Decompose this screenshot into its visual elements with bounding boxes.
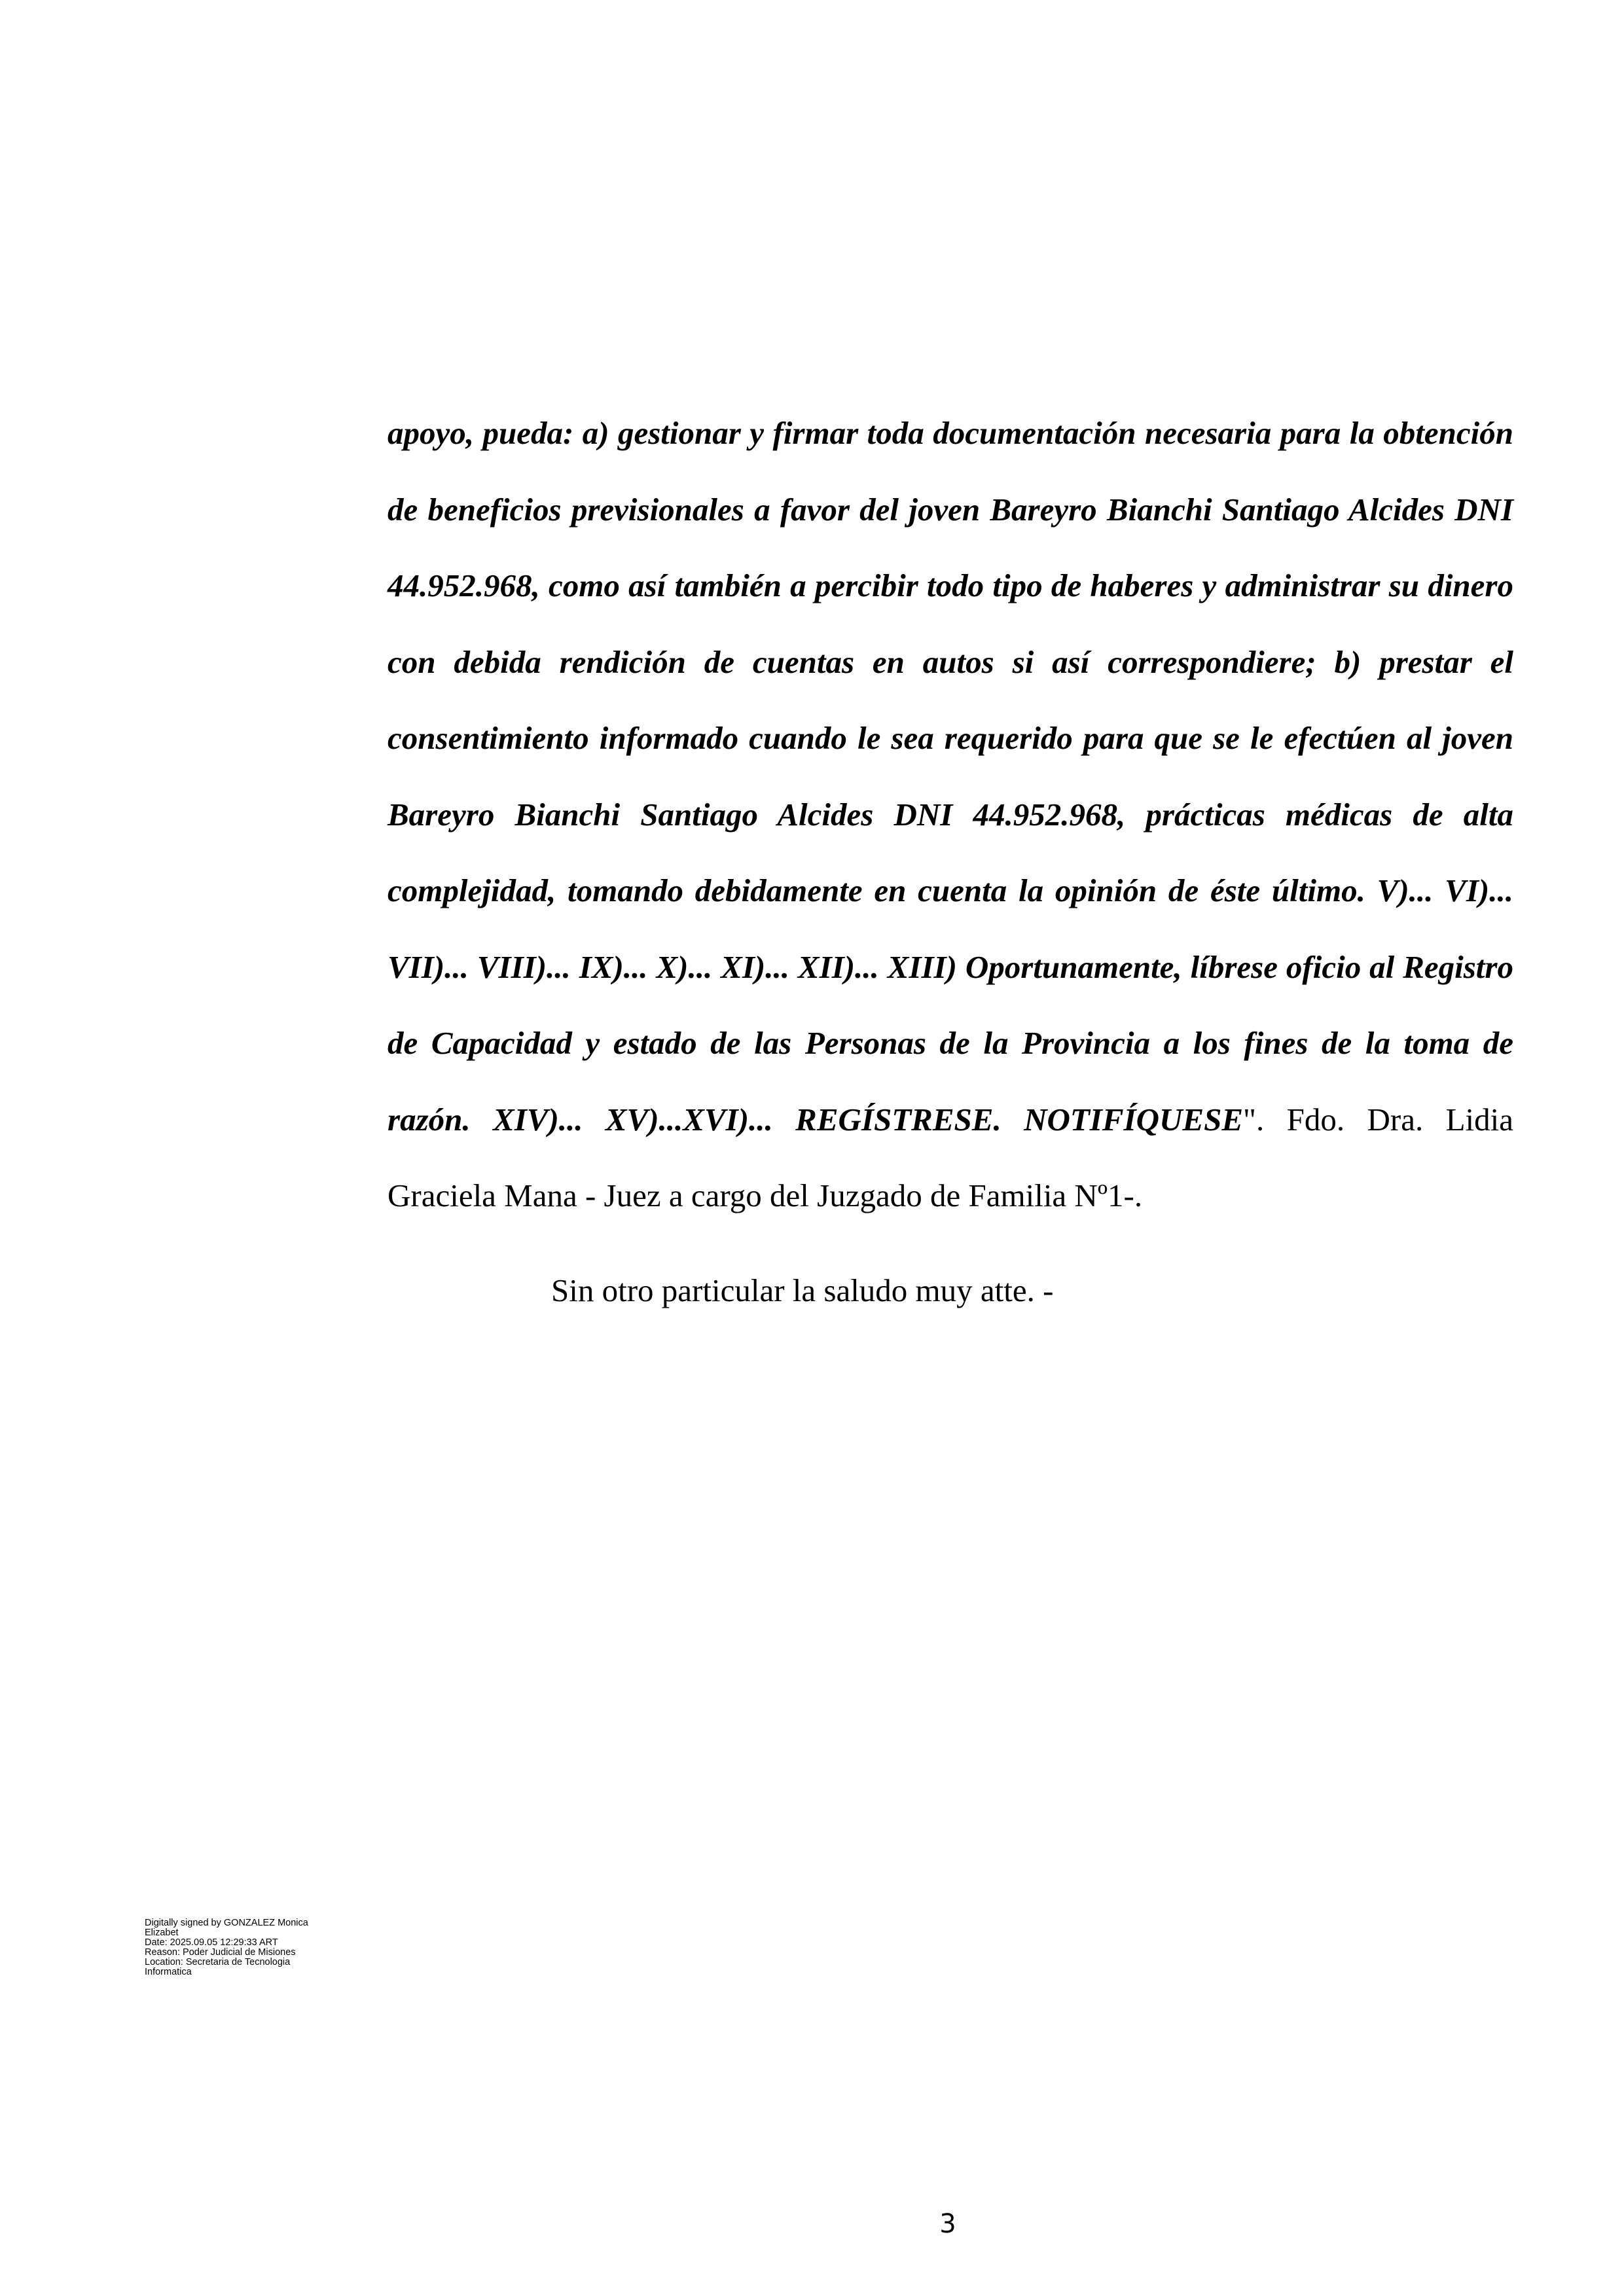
main-paragraph (388, 395, 1513, 1234)
signature-line: Informatica (145, 1967, 192, 1977)
signature-date: Date: 2025.09.05 12:29:33 ART (145, 1937, 278, 1948)
digital-signature-block (145, 1918, 367, 1977)
closing-salutation: Sin otro particular la saludo muy atte. - (551, 1272, 1054, 1308)
signature-line: Digitally signed by GONZALEZ Monica (145, 1918, 308, 1928)
signature-location: Location: Secretaria de Tecnologia (145, 1957, 291, 1967)
signature-reason: Reason: Poder Judicial de Misiones (145, 1947, 296, 1958)
judge-signature-text: ". Fdo. Dra. Lidia Graciela Mana - Juez a cargo del Juzgado de Familia Nº1-. (388, 1101, 1513, 1213)
signature-line: Elizabet (145, 1928, 179, 1938)
quoted-resolution-text: apoyo, pueda: a) gestionar y firmar toda documentación necesaria para la obtención de beneficios previsionales a favor del joven Bareyro Bianchi Santiago Alcides DNI 44.952.968, como así también a percibir todo tipo de haberes y administrar su dinero con debida rendición de cuentas en autos si así correspondiere; b) prestar el consentimiento informado cuando le sea requerido para que se le efectúen al joven Bareyro Bianchi Santiago Alcides DNI 44.952.968, prácticas médicas de alta complejidad, tomando debidamente en cuenta la opinión de éste último. V)... VI)... VII)... VIII)... IX)... X)... XI)... XII)... XIII) Oportunamente, líbrese oficio al Registro de Capacidad y estado de las Personas de la Provincia a los fines de la toma de razón. XIV)... XV)...XVI)... REGÍSTRESE. NOTIFÍQUESE (388, 415, 1513, 1138)
page-number: 3 (939, 2209, 956, 2239)
